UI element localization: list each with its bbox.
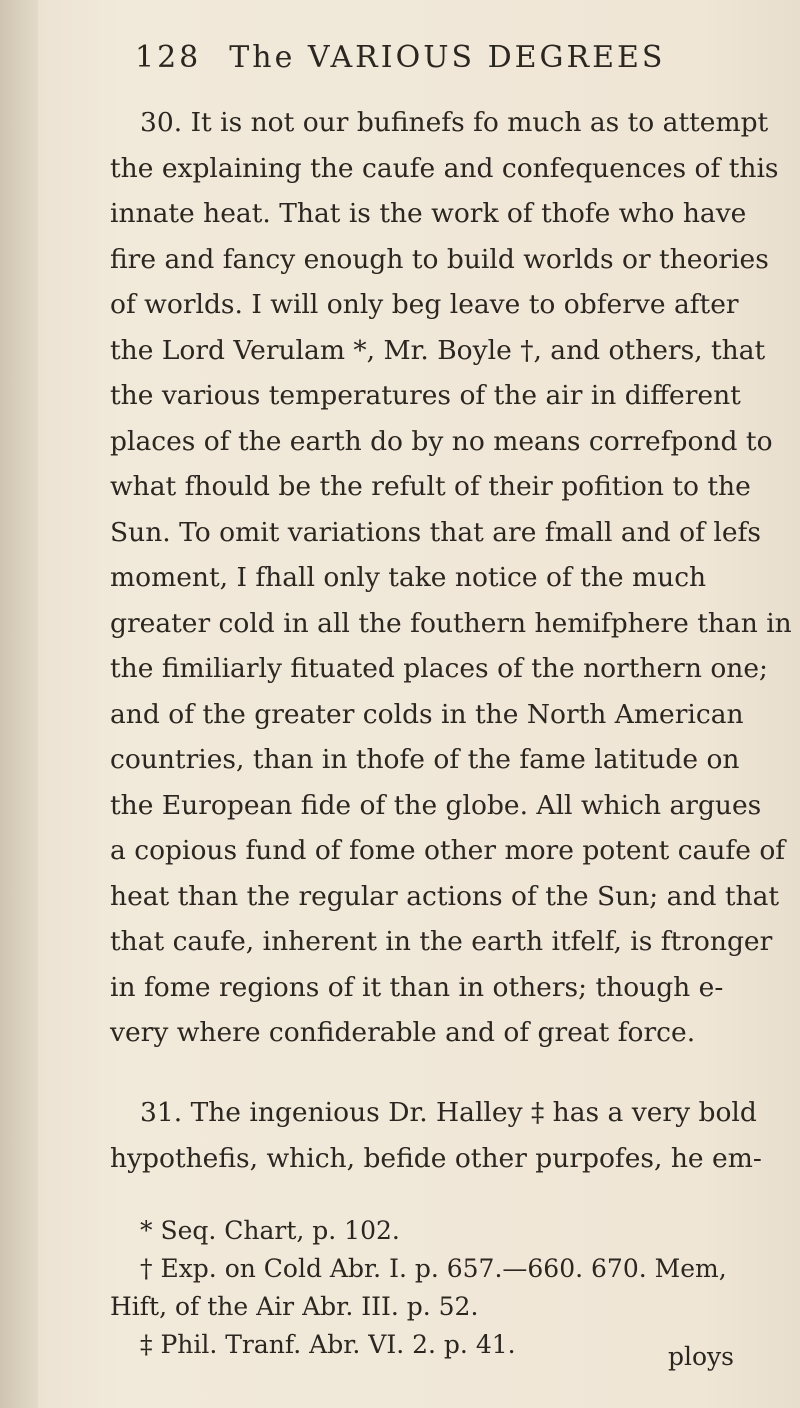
text-line: the explaining the caufe and confequences of this: [110, 152, 779, 184]
text-line: countries, than in thofe of the fame latitude on: [110, 744, 740, 775]
footnote: ‡ Phil. Tranf. Abr. VI. 2. p. 41.: [140, 1330, 516, 1359]
text-line: hypothefis, which, befide other purpofes, he em-: [110, 1142, 762, 1174]
paragraph-30: [110, 100, 800, 1056]
text-line: the European fide of the globe. All which argues: [110, 789, 762, 821]
text-line: heat than the regular actions of the Sun; and that: [110, 880, 780, 912]
text-line: 30. It is not our bufinefs fo much as to attempt: [140, 107, 769, 138]
text-line: very where confiderable and of great force.: [110, 1017, 696, 1048]
text-line: places of the earth do by no means correfpond to: [110, 425, 773, 457]
running-title: The VARIOUS DEGREES: [229, 40, 666, 75]
text-line: and of the greater colds in the North American: [110, 698, 744, 730]
footnote: † Exp. on Cold Abr. I. p. 657.—660. 670. Mem,: [140, 1254, 727, 1283]
text-line: Sun. To omit variations that are fmall and of lefs: [110, 516, 761, 548]
text-line: that caufe, inherent in the earth itfelf, is ftronger: [110, 926, 773, 957]
text-line: greater cold in all the fouthern hemifphere than in: [110, 607, 792, 639]
footnote: Hift, of the Air Abr. III. p. 52.: [110, 1292, 479, 1321]
text-line: in fome regions of it than in others; though e-: [110, 971, 724, 1003]
text-line: the Lord Verulam *, Mr. Boyle †, and others, that: [110, 334, 766, 366]
text-line: the various temperatures of the air in different: [110, 380, 741, 411]
text-line: of worlds. I will only beg leave to obferve after: [110, 289, 739, 320]
footnote: * Seq. Chart, p. 102.: [140, 1216, 400, 1245]
text-line: innate heat. That is the work of thofe who have: [110, 198, 747, 229]
running-header: [135, 40, 755, 75]
text-line: fire and fancy enough to build worlds or theories: [110, 243, 769, 275]
catchword: ploys: [668, 1342, 735, 1371]
page-number: 128: [135, 40, 202, 75]
text-line: the fimiliarly fituated places of the northern one;: [110, 653, 768, 684]
paragraph-31: [110, 1090, 800, 1181]
text-line: moment, I fhall only take notice of the much: [110, 562, 707, 593]
text-line: 31. The ingenious Dr. Halley ‡ has a very bold: [140, 1097, 757, 1128]
page-binding-edge: [0, 0, 38, 1408]
text-line: what fhould be the refult of their pofition to the: [110, 471, 751, 502]
text-line: a copious fund of fome other more potent caufe of: [110, 835, 786, 866]
